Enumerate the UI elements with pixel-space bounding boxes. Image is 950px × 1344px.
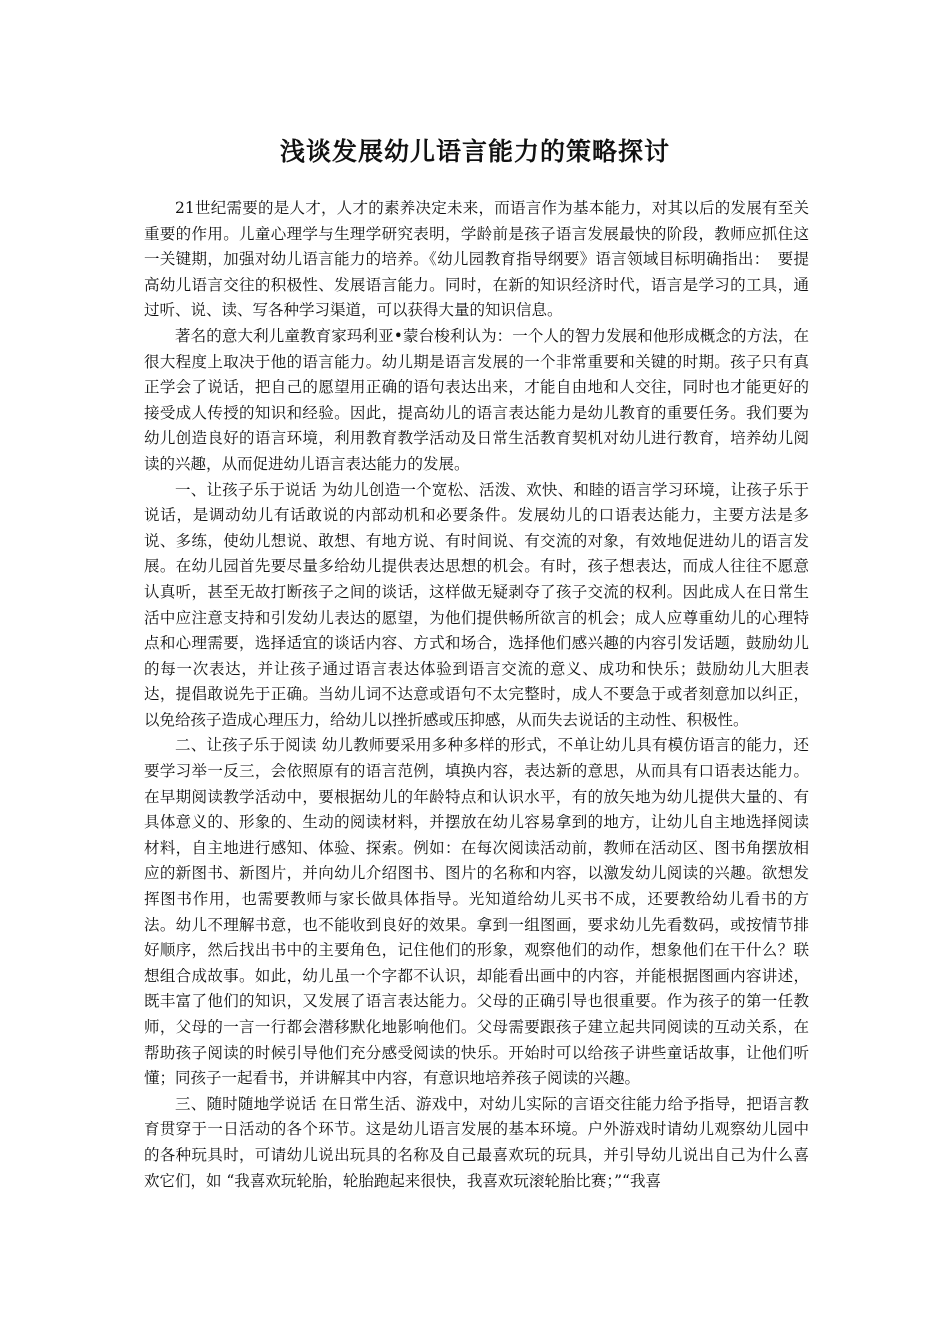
document-body [144, 196, 809, 1194]
document-title: 浅谈发展幼儿语言能力的策略探讨 [279, 137, 670, 166]
paragraph-section-3: 三、随时随地学说话 在日常生活、游戏中，对幼儿实际的言语交往能力给予指导，把语言教育贯穿于一日活动的各个环节。这是幼儿语言发展的基本环境。户外游戏时请幼儿观察幼儿园中的各种玩具时，可请幼儿说出玩具的名称及自己最喜欢玩的玩具，并引导幼儿说出自己为什么喜欢它们，如 “我喜欢玩轮胎，轮胎跑起来很快，我喜欢玩滚轮胎比赛；”“我喜 [144, 1094, 809, 1190]
paragraph-section-2: 二、让孩子乐于阅读 幼儿教师要采用多种多样的形式，不单让幼儿具有模仿语言的能力，还要学习举一反三，会依照原有的语言范例，填换内容，表达新的意思，从而具有口语表达能力。在早期阅读教学活动中，要根据幼儿的年龄特点和认识水平，有的放矢地为幼儿提供大量的、有具体意义的、形象的、生动的阅读材料，并摆放在幼儿容易拿到的地方，让幼儿自主地选择阅读材料，自主地进行感知、体验、探索。例如：在每次阅读活动前，教师在活动区、图书角摆放相应的新图书、新图片，并向幼儿介绍图书、图片的名称和内容，以激发幼儿阅读的兴趣。欲想发挥图书作用，也需要教师与家长做具体指导。光知道给幼儿买书不成，还要教给幼儿看书的方法。幼儿不理解书意，也不能收到良好的效果。拿到一组图画，要求幼儿先看数码，或按情节排好顺序，然后找出书中的主要角色，记住他们的形象，观察他们的动作，想象他们在干什么？联想组合成故事。如此，幼儿虽一个字都不认识，却能看出画中的内容，并能根据图画内容讲述，既丰富了他们的知识，又发展了语言表达能力。父母的正确引导也很重要。作为孩子的第一任教师，父母的一言一行都会潜移默化地影响他们。父母需要跟孩子建立起共同阅读的互动关系，在帮助孩子阅读的时候引导他们充分感受阅读的快乐。开始时可以给孩子讲些童话故事，让他们听懂；同孩子一起看书，并讲解其中内容，有意识地培养孩子阅读的兴趣。 [144, 736, 809, 1088]
paragraph-section-1: 一、让孩子乐于说话 为幼儿创造一个宽松、活泼、欢快、和睦的语言学习环境，让孩子乐于说话，是调动幼儿有话敢说的内部动机和必要条件。发展幼儿的口语表达能力，主要方法是多说、多练，使幼儿想说、敢想、有地方说、有时间说、有交流的对象，有效地促进幼儿的语言发展。在幼儿园首先要尽量多给幼儿提供表达思想的机会。有时，孩子想表达，而成人往往不愿意认真听，甚至无故打断孩子之间的谈话，这样做无疑剥夺了孩子交流的权利。因此成人在日常生活中应注意支持和引发幼儿表达的愿望，为他们提供畅所欲言的机会；成人应尊重幼儿的心理特点和心理需要，选择适宜的谈话内容、方式和场合，选择他们感兴趣的内容引发话题，鼓励幼儿的每一次表达，并让孩子通过语言表达体验到语言交流的意义、成功和快乐；鼓励幼儿大胆表达，提倡敢说先于正确。当幼儿词不达意或语句不太完整时，成人不要急于或者刻意加以纠正，以免给孩子造成心理压力，给幼儿以挫折感或压抑感，从而失去说话的主动性、积极性。 [144, 480, 809, 729]
paragraph-intro: 21世纪需要的是人才，人才的素养决定未来，而语言作为基本能力，对其以后的发展有至关重要的作用。儿童心理学与生理学研究表明，学龄前是孩子语言发展最快的阶段，教师应抓住这一关键期，加强对幼儿语言能力的培养。《幼儿园教育指导纲要》语言领域目标明确指出： 要提高幼儿语言交往的积极性、发展语言能力。同时，在新的知识经济时代，语言是学习的工具，通过听、说、读、写各种学习渠道，可以获得大量的知识信息。 [144, 199, 809, 320]
paragraph-montessori: 著名的意大利儿童教育家玛利亚•蒙台梭利认为：一个人的智力发展和他形成概念的方法，在很大程度上取决于他的语言能力。幼儿期是语言发展的一个非常重要和关键的时期。孩子只有真正学会了说话，把自己的愿望用正确的语句表达出来，才能自由地和人交往，同时也才能更好的接受成人传授的知识和经验。因此，提高幼儿的语言表达能力是幼儿教育的重要任务。我们要为幼儿创造良好的语言环境，利用教育教学活动及日常生活教育契机对幼儿进行教育，培养幼儿阅读的兴趣，从而促进幼儿语言表达能力的发展。 [144, 326, 809, 473]
